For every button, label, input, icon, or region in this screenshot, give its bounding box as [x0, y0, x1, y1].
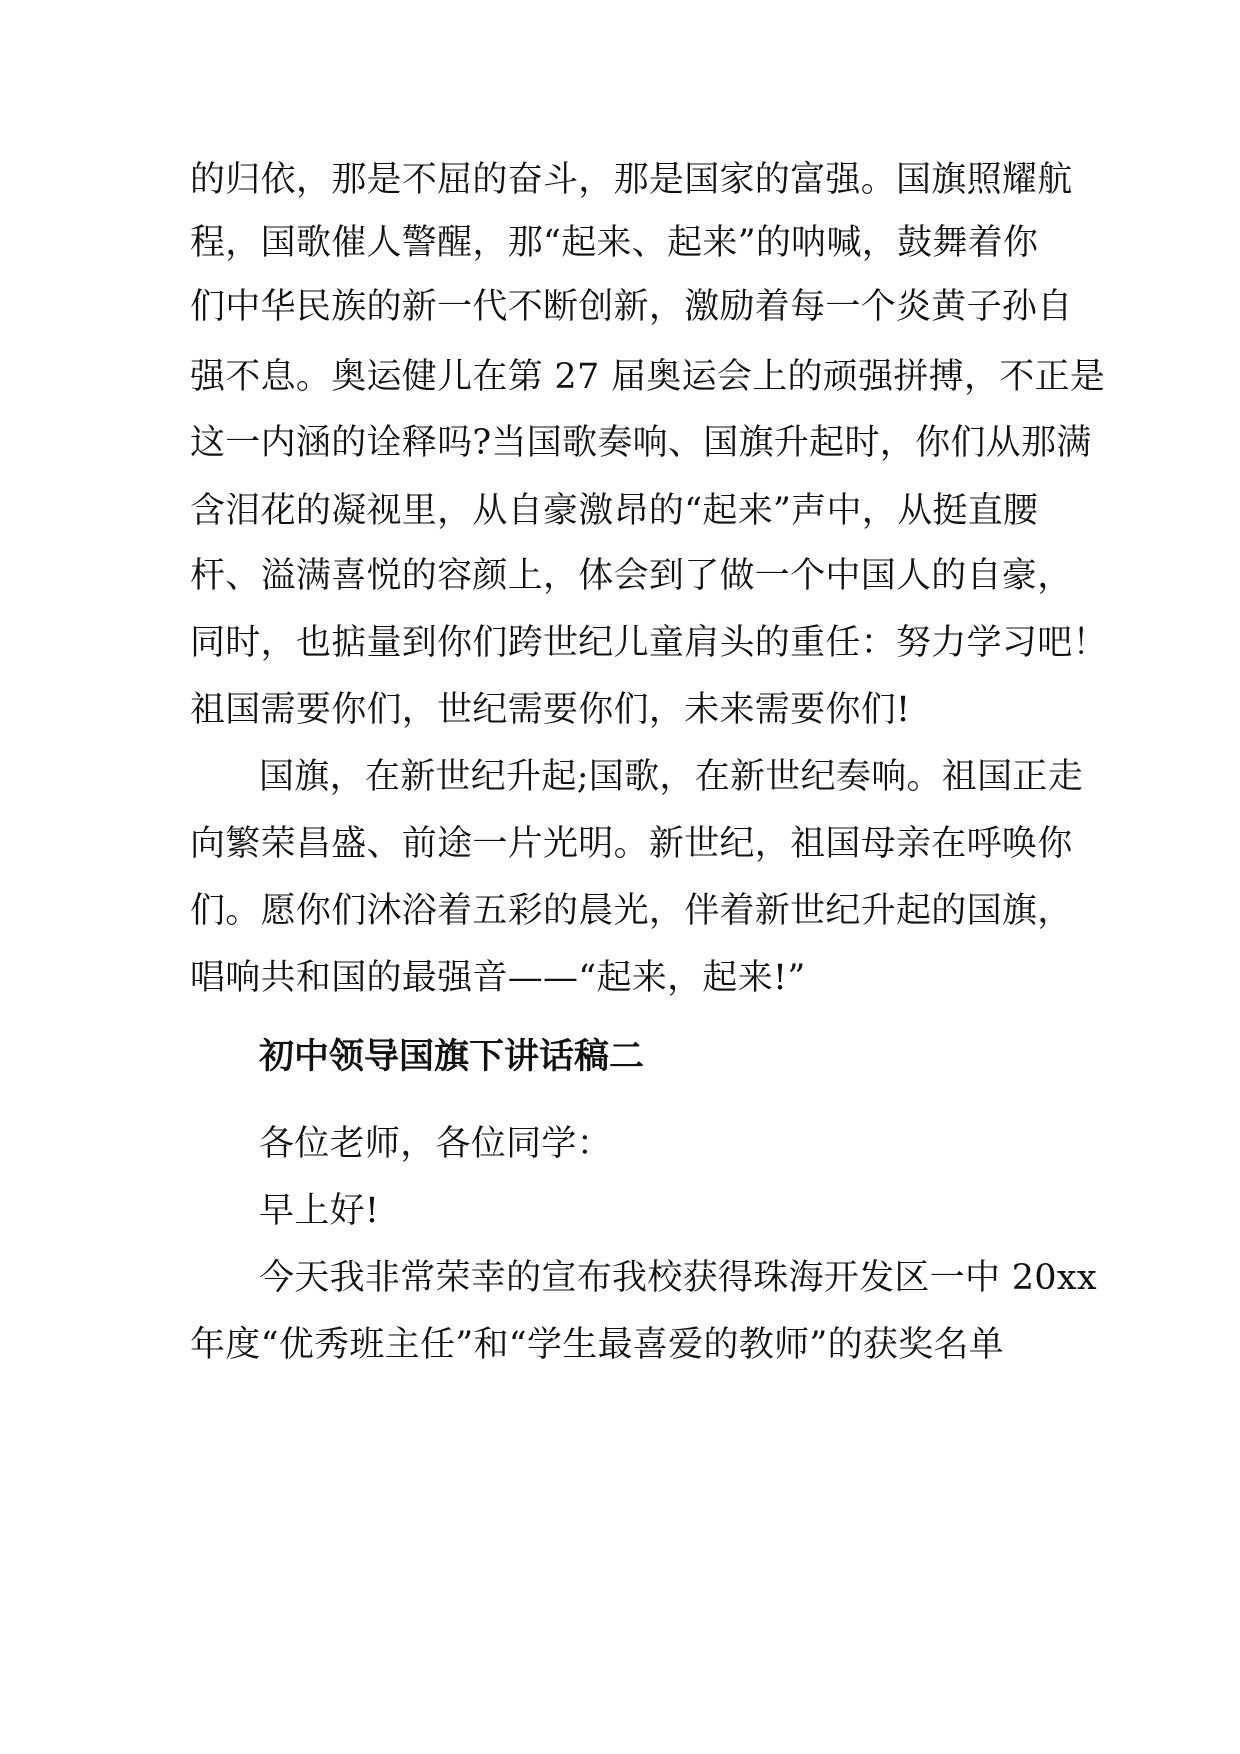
paragraph-line: 国旗，在新世纪升起;国歌，在新世纪奏响。祖国正走	[259, 757, 1083, 797]
paragraph-line: 年度“优秀班主任”和“学生最喜爱的教师”的获奖名单	[190, 1325, 1005, 1365]
paragraph-line: 今天我非常荣幸的宣布我校获得珠海开发区一中 20xx	[259, 1258, 1097, 1298]
paragraph-line: 们中华民族的新一代不断创新，激励着每一个炎黄子孙自	[190, 287, 1073, 327]
paragraph-line: 程，国歌催人警醒，那“起来、起来”的呐喊，鼓舞着你	[190, 223, 1039, 263]
morning-line: 早上好!	[259, 1191, 380, 1231]
paragraph-line: 向繁荣昌盛、前途一片光明。新世纪，祖国母亲在呼唤你	[190, 824, 1073, 864]
section-heading: 初中领导国旗下讲话稿二	[259, 1037, 645, 1077]
paragraph-line: 含泪花的凝视里，从自豪激昂的“起来”声中，从挺直腰	[190, 491, 1039, 531]
paragraph-line: 唱响共和国的最强音——“起来，起来!”	[190, 958, 806, 998]
paragraph-line: 强不息。奥运健儿在第 27 届奥运会上的顽强拼搏，不正是	[190, 357, 1106, 397]
paragraph-line: 同时，也掂量到你们跨世纪儿童肩头的重任：努力学习吧！	[190, 623, 1108, 663]
greeting-line: 各位老师，各位同学：	[259, 1124, 613, 1164]
paragraph-line: 祖国需要你们，世纪需要你们，未来需要你们!	[190, 690, 911, 730]
paragraph-line: 这一内涵的诠释吗?当国歌奏响、国旗升起时，你们从那满	[190, 423, 1092, 463]
paragraph-line: 们。愿你们沐浴着五彩的晨光，伴着新世纪升起的国旗，	[190, 891, 1073, 931]
paragraph-line: 杆、溢满喜悦的容颜上，体会到了做一个中国人的自豪，	[190, 556, 1073, 596]
paragraph-line: 的归依，那是不屈的奋斗，那是国家的富强。国旗照耀航	[190, 160, 1073, 200]
